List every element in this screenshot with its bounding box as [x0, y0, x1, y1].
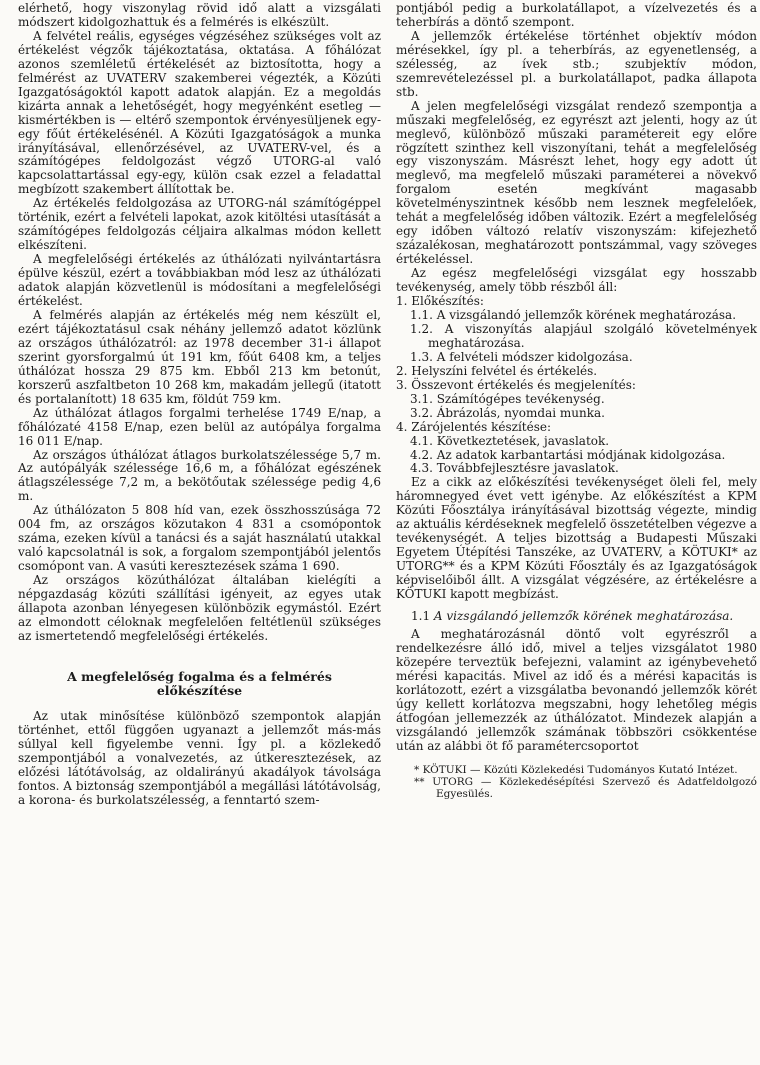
subsection-title: A vizsgálandó jellemzők körének meghatározása. [433, 608, 734, 623]
paragraph: pontjából pedig a burkolatállapot, a vízelvezetés és a teherbírás a döntő szempont. [396, 1, 757, 29]
section-heading-line: előkészítése [156, 682, 243, 698]
list-item: 1.1. A vizsgálandó jellemzők körének meghatározása. [410, 307, 737, 322]
footnote: ** UTORG — Közlekedésépítési Szervező és Adatfeldolgozó Egyesülés. [414, 775, 757, 800]
paragraph: Az utak minősítése különböző szempontok alapján történhet, ettől függően ugyanazt a jellemzőt más-más súllyal kell figyelembe venni. Így pl. a közlekedő szempontjából a vonalvezetés, az útkeresztezések, az előzési látótávolság, az oldalirányú akadályok távolsága fontos. A biztonság szempontjából a megállási látótávolság, a korona- és burkolatszélesség, a fenntartó szem- [18, 708, 381, 807]
paragraph: A felmérés alapján az értékelés még nem készült el, ezért tájékoztatásul csak néhány jellemző adatot közlünk az országos úthálózatról: az 1978 december 31-i állapot szerint gyorsforgalmú út 191 km, főút 6408 km, a teljes úthálózat hossza 29 875 km. Ebből 213 km betonút, korszerű aszfaltbeton 10 268 km, makadám jellegű (itatott és portalanított) 18 635 km, földút 759 km. [18, 307, 381, 406]
paragraph: Ez a cikk az előkészítési tevékenységet öleli fel, mely háromnegyed évet vett igénybe. Az előkészítést a KPM Közúti Főosztálya irányításával bizottság végezte, mindig az aktuális kérdéseknek megfelelő összetételben végezve a tevékenységét. A teljes bizottság a Budapesti Műszaki Egyetem Útépítési Tanszéke, az UVATERV, a KÖTUKI* az UTORG** és a KPM Közúti Főosztály és az Igazgatóságok képviselőiből állt. A vizsgálat végzésére, az értékelésre a KÖTUKI kapott megbízást. [396, 475, 757, 602]
subsection-number: 1.1 [411, 608, 431, 623]
list-item: 4.2. Az adatok karbantartási módjának kidolgozása. [410, 447, 726, 462]
list-item: 2. Helyszíni felvétel és értékelés. [396, 363, 598, 378]
list-item: 4. Zárójelentés készítése: [396, 419, 552, 434]
footnote: * KÖTUKI — Közúti Közlekedési Tudományos Kutató Intézet. [414, 763, 738, 776]
left-column [18, 2, 381, 808]
paragraph: A jelen megfelelőségi vizsgálat rendező szempontja a műszaki megfelelőség, ez egyrészt azt jelenti, hogy az út meglevő, különböző műszaki paramétereit egy előre rögzített szinthez kell viszonyítani, tehát a megfelelőség egy viszonyszám. Másrészt lehet, hogy egy adott út meglevő, ma megfelelő műszaki paraméterei a növekvő forgalom esetén megkívánt magasabb követelményszintnek később nem lesznek megfelelőek, tehát a megfelelőség időben változik. Ezért a megfelelőség egy időben változó relatív viszonyszám: kifejezhető százalékosan, meghatározott pontszámmal, vagy szöveges értékeléssel. [396, 98, 757, 267]
right-column [396, 2, 757, 800]
paragraph: Az értékelés feldolgozása az UTORG-nál számítógéppel történik, ezért a felvételi lapokat, azok kitöltési utasítását a számítógépes feldolgozás céljaira alkalmas módon kellett elkészíteni. [18, 196, 381, 253]
paragraph: A meghatározásnál döntő volt egyrészről a rendelkezésre álló idő, mivel a teljes vizsgálatot 1980 közepére terveztük befejezni, valamint az igénybevehető mérési kapacitás. Mivel az idő és a mérési kapacitás is korlátozott, ezért a vizsgálatba bevonandó jellemzők körét úgy kellett korlátozva megszabni, hogy lehetőleg mégis átfogóan jellemezzék az úthálózatot. Mindezek alapján a vizsgálandó jellemzők számának többszöri csökkentése után az alábbi öt fő paramétercsoportot [396, 626, 757, 753]
list-item: 4.3. Továbbfejlesztésre javaslatok. [410, 461, 619, 476]
list-item: 1. Előkészítés: [396, 294, 484, 309]
list-item: 4.1. Következtetések, javaslatok. [410, 433, 610, 448]
section-heading [18, 670, 381, 698]
paragraph: Az úthálózaton 5 808 híd van, ezek összhosszúsága 72 004 fm, az országos közutakon 4 831 a csomópontok száma, ezeken kívül a tanácsi és a saját használatú utakkal való kapcsolatnál is sok, a forgalom szempontjából jelentős csomópont van. A vasúti keresztezések száma 1 690. [18, 503, 381, 574]
list-item: 3. Összevont értékelés és megjelenítés: [396, 377, 636, 392]
list-item: 3.2. Ábrázolás, nyomdai munka. [410, 405, 605, 420]
activity-list [396, 295, 757, 476]
footnotes [396, 764, 757, 800]
paragraph: elérhető, hogy viszonylag rövid idő alatt a vizsgálati módszert kidolgozhattuk és a felmérés is elkészült. [18, 1, 381, 29]
paragraph: Az egész megfelelőségi vizsgálat egy hosszabb tevékenység, amely több részből áll: [396, 266, 757, 295]
paragraph: Az országos közúthálózat általában kielégíti a népgazdaság közúti szállítási igényeit, az egyes utak állapota azonban lényegesen különbözik egymástól. Ezért az elmondott céloknak megfelelően feltétlenül szükséges az ismertetendő megfelelőségi értékelés. [18, 573, 381, 643]
paragraph: A felvétel reális, egységes végzéséhez szükséges volt az értékelést végzők tájékoztatása, oktatása. A főhálózat azonos szemléletű értékelését az biztosította, hogy a felmérést az UVATERV szakemberei végezték, a Közúti Igazgatóságoktól kapott adatok alapján. Ez a megoldás kizárta annak a lehetőségét, hogy megyénként esetleg — kismértékben is — eltérő szempontok érvényesüljenek egy-egy főút értékelésénél. A Közúti Igazgatóságok a munka irányításával, ellenőrzésével, az UVATERV-vel, és a számítógépes feldolgozást végző UTORG-al való kapcsolattartással egy-egy, külön csak ezzel a feladattal megbízott szakembert állítottak be. [18, 28, 381, 197]
paragraph: A megfelelőségi értékelés az úthálózati nyilvántartásra épülve készül, ezért a továbbiakban mód lesz az úthálózati adatok alapján közvetlenül is módosítani a megfelelőségi értékelést. [18, 252, 381, 309]
paragraph: A jellemzők értékelése történhet objektív módon mérésekkel, így pl. a teherbírás, az egyenetlenség, a szélesség, az ívek stb.; szubjektív módon, szemrevételezéssel pl. a burkolatállapot, padka állapota stb. [396, 28, 757, 99]
paragraph: Az országos úthálózat átlagos burkolatszélessége 5,7 m. Az autópályák szélessége 16,6 m, a főhálózat egészének átlagszélessége 7,2 m, a bekötőutak szélessége pedig 4,6 m. [18, 447, 381, 504]
subsection-heading [396, 610, 757, 624]
list-item: 1.2. A viszonyítás alapjául szolgáló követelmények meghatározása. [410, 321, 757, 350]
list-item: 3.1. Számítógépes tevékenység. [410, 391, 605, 406]
section-heading-line: A megfelelőség fogalma és a felmérés [67, 668, 332, 684]
paragraph: Az úthálózat átlagos forgalmi terhelése 1749 E/nap, a főhálózaté 4158 E/nap, ezen belül az autópálya forgalma 16 011 E/nap. [18, 405, 381, 448]
list-item: 1.3. A felvételi módszer kidolgozása. [410, 349, 633, 364]
